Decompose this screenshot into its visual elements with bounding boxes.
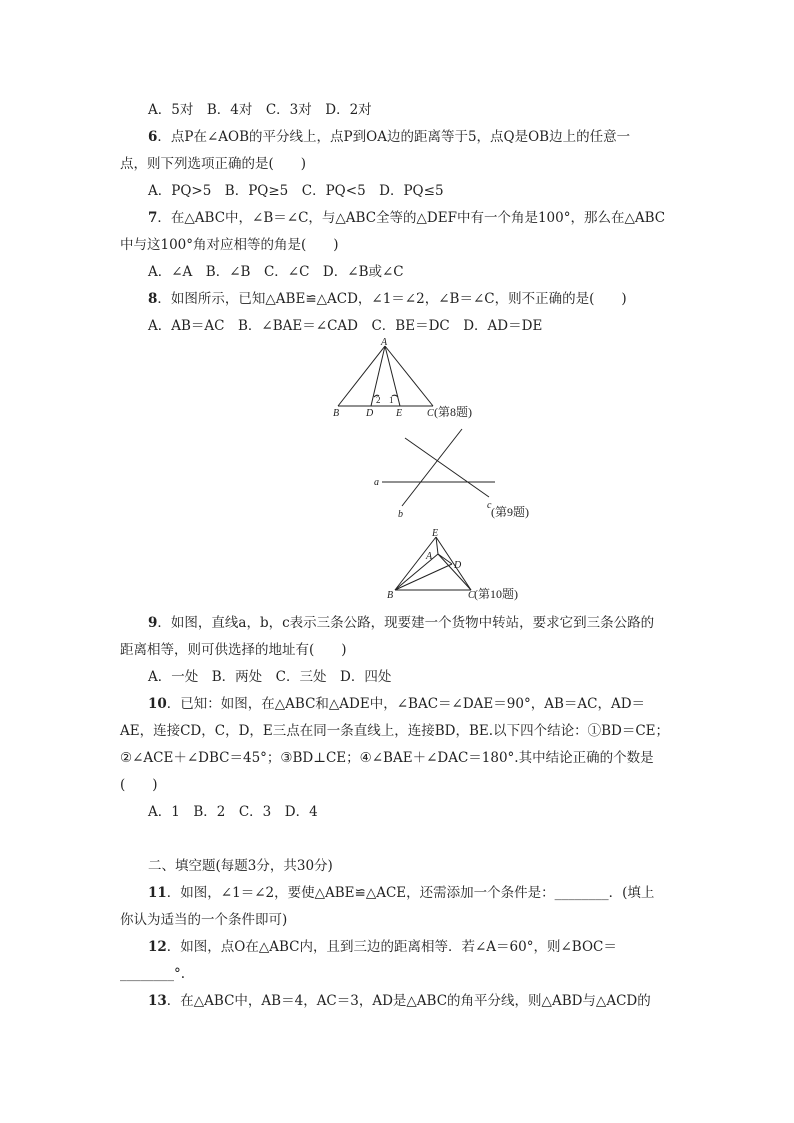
q6-number: 6 <box>148 129 158 145</box>
q7-line2: 中与这100°角对应相等的角是( ) <box>120 237 339 253</box>
q7-line1 <box>148 209 665 227</box>
q13-line1 <box>148 992 651 1010</box>
fig10-label-c: C <box>468 590 475 601</box>
q6-line2: 点，则下列选项正确的是( ) <box>120 156 307 172</box>
fig9-label-c: c <box>487 500 492 511</box>
fig10-label-a: A <box>426 551 433 562</box>
q13-text: ．在△ABC中，AB＝4，AC＝3，AD是△ABC的角平分线，则△ABD与△ACD的 <box>166 993 651 1009</box>
q8-options: A．AB＝AC B．∠BAE＝∠CAD C．BE＝DC D．AD＝DE <box>148 318 543 334</box>
q11-number: 11 <box>148 885 167 901</box>
figure-9 <box>370 424 550 524</box>
q7-number: 7 <box>148 210 158 226</box>
q5-options: A．5对 B．4对 C．3对 D．2对 <box>148 102 372 118</box>
q12-line1 <box>148 938 617 956</box>
q6-text: ．点P在∠AOB的平分线上，点P到OA边的距离等于5，点Q是OB边上的任意一 <box>157 129 631 145</box>
q7-text: ．在△ABC中，∠B＝∠C，与△ABC全等的△DEF中有一个角是100°，那么在△ABC <box>157 210 666 226</box>
figure-10 <box>380 528 550 604</box>
fig8-caption: (第8题) <box>434 405 472 419</box>
q10-text: ．已知：如图，在△ABC和△ADE中，∠BAC＝∠DAE＝90°，AB＝AC，AD＝ <box>166 696 646 712</box>
fig10-caption: (第10题) <box>474 587 518 601</box>
q10-number: 10 <box>148 696 167 712</box>
q10-line3: ②∠ACE＋∠DBC＝45°；③BD⊥CE；④∠BAE＋∠DAC＝180°.其中结论正确的个数是 <box>120 750 654 766</box>
fig10-label-b: B <box>387 590 394 601</box>
q8-text: ．如图所示，已知△ABE≌△ACD，∠1＝∠2，∠B＝∠C，则不正确的是( ) <box>157 291 627 307</box>
fig10-label-e: E <box>432 528 439 539</box>
q9-line1 <box>148 614 654 632</box>
fig8-label-e: E <box>396 408 403 419</box>
q11-text: ．如图，∠1＝∠2，要使△ABE≌△ACE，还需添加一个条件是：________．(填上 <box>166 885 655 901</box>
q10-line1 <box>148 695 645 713</box>
fig8-label-b: B <box>333 408 340 419</box>
q9-text: ．如图，直线a，b，c表示三条公路，现要建一个货物中转站，要求它到三条公路的 <box>157 615 655 631</box>
q13-number: 13 <box>148 993 167 1009</box>
q10-line4: ( ) <box>120 777 158 793</box>
q6-options: A．PQ>5 B．PQ≥5 C．PQ<5 D．PQ≤5 <box>148 183 444 199</box>
q11-line2: 你认为适当的一个条件即可) <box>120 912 288 928</box>
q9-options: A．一处 B．两处 C．三处 D．四处 <box>148 669 392 685</box>
q8-line1 <box>148 290 627 308</box>
q9-line2: 距离相等，则可供选择的地址有( ) <box>120 642 347 658</box>
figure-8 <box>330 336 500 422</box>
q11-line1 <box>148 884 654 902</box>
fig10-segment-ad <box>438 554 452 564</box>
q10-line2: AE，连接CD，C，D，E三点在同一条直线上，连接BD，BE.以下四个结论：①BD＝CE； <box>120 723 670 739</box>
q6-line1 <box>148 128 630 146</box>
q12-text: ．如图，点O在△ABC内，且到三边的距离相等．若∠A＝60°，则∠BOC＝ <box>166 939 617 955</box>
fig9-caption: (第9题) <box>491 505 529 519</box>
fig8-label-a: A <box>381 337 388 348</box>
fig8-label-1: 1 <box>389 395 394 405</box>
fig9-label-b: b <box>398 509 403 520</box>
fig9-line-b <box>402 429 462 506</box>
fig8-label-c: C <box>427 408 434 419</box>
q7-options: A．∠A B．∠B C．∠C D．∠B或∠C <box>148 264 404 280</box>
fig10-label-d: D <box>454 560 462 571</box>
q8-number: 8 <box>148 291 158 307</box>
fig8-label-2: 2 <box>376 395 381 405</box>
fig8-label-d: D <box>366 408 374 419</box>
fig9-line-c <box>405 438 489 497</box>
q12-number: 12 <box>148 939 167 955</box>
fig10-segment-bd <box>395 564 452 590</box>
q9-number: 9 <box>148 615 158 631</box>
section-2-title: 二、填空题(每题3分，共30分) <box>148 858 333 874</box>
fig9-label-a: a <box>374 477 379 488</box>
fig10-segment-be <box>395 537 436 590</box>
q12-line2: ________°. <box>120 966 186 982</box>
q10-options: A．1 B．2 C．3 D．4 <box>148 804 318 820</box>
